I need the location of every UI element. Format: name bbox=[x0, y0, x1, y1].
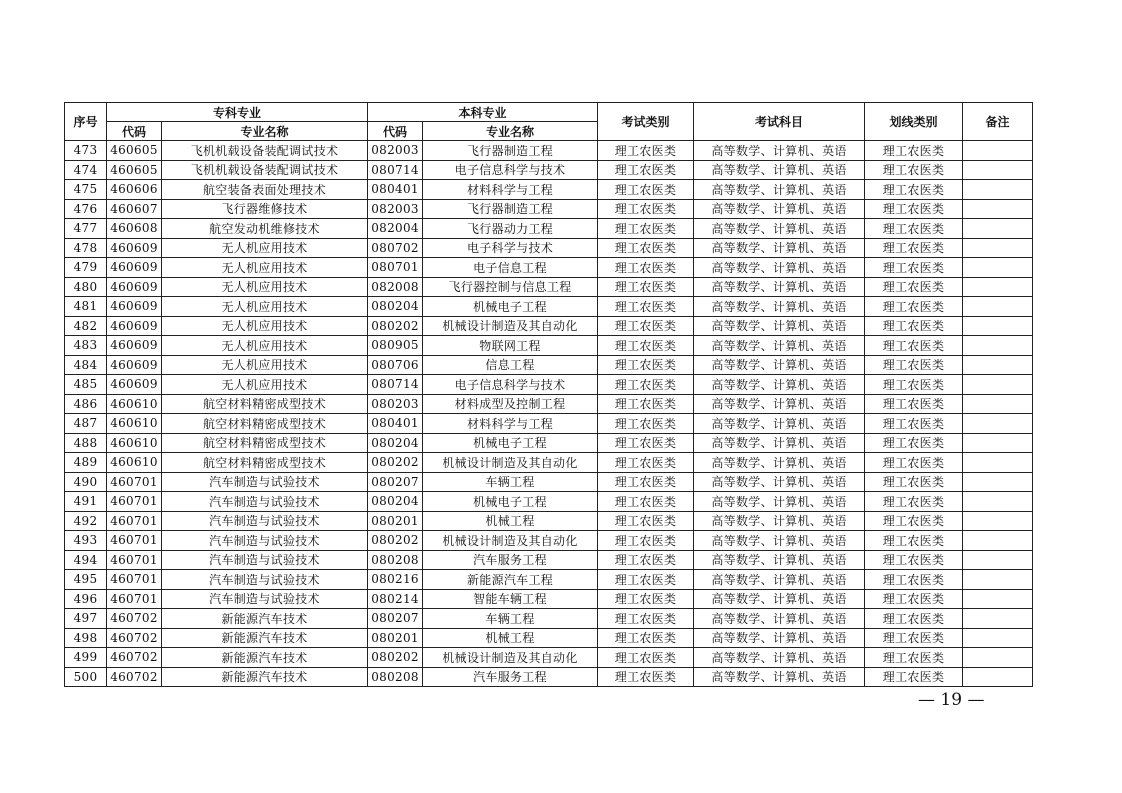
cell-benke-code: 080905 bbox=[368, 336, 423, 356]
cell-zhuanke-name: 汽车制造与试验技术 bbox=[162, 570, 368, 590]
cell-zhuanke-code: 460608 bbox=[107, 219, 162, 239]
cell-benke-code: 080702 bbox=[368, 238, 423, 258]
table-row bbox=[65, 316, 1033, 336]
cell-benke-name: 智能车辆工程 bbox=[423, 589, 598, 609]
table-header bbox=[65, 103, 1033, 141]
cell-exam-category: 理工农医类 bbox=[598, 277, 694, 297]
cell-zhuanke-code: 460701 bbox=[107, 589, 162, 609]
cell-exam-subjects: 高等数学、计算机、英语 bbox=[694, 238, 865, 258]
cell-exam-subjects: 高等数学、计算机、英语 bbox=[694, 141, 865, 161]
cell-cutoff-category: 理工农医类 bbox=[865, 609, 963, 629]
table-row bbox=[65, 453, 1033, 473]
cell-zhuanke-code: 460609 bbox=[107, 258, 162, 278]
cell-seq: 484 bbox=[65, 355, 107, 375]
header-remarks: 备注 bbox=[963, 103, 1033, 141]
cell-remark bbox=[963, 628, 1033, 648]
cell-cutoff-category: 理工农医类 bbox=[865, 531, 963, 551]
cell-benke-name: 机械工程 bbox=[423, 628, 598, 648]
cell-exam-subjects: 高等数学、计算机、英语 bbox=[694, 433, 865, 453]
cell-zhuanke-name: 新能源汽车技术 bbox=[162, 628, 368, 648]
cell-zhuanke-code: 460610 bbox=[107, 433, 162, 453]
cell-zhuanke-code: 460701 bbox=[107, 492, 162, 512]
header-exam-category: 考试类别 bbox=[598, 103, 694, 141]
cell-benke-code: 080401 bbox=[368, 180, 423, 200]
cell-zhuanke-code: 460609 bbox=[107, 297, 162, 317]
table-row bbox=[65, 355, 1033, 375]
cell-exam-category: 理工农医类 bbox=[598, 648, 694, 668]
cell-remark bbox=[963, 433, 1033, 453]
cell-exam-subjects: 高等数学、计算机、英语 bbox=[694, 589, 865, 609]
table-row bbox=[65, 667, 1033, 687]
cell-cutoff-category: 理工农医类 bbox=[865, 628, 963, 648]
cell-seq: 473 bbox=[65, 141, 107, 161]
cell-exam-category: 理工农医类 bbox=[598, 433, 694, 453]
cell-zhuanke-name: 飞机机载设备装配调试技术 bbox=[162, 160, 368, 180]
cell-exam-subjects: 高等数学、计算机、英语 bbox=[694, 336, 865, 356]
cell-remark bbox=[963, 453, 1033, 473]
table-body bbox=[65, 141, 1033, 687]
cell-seq: 499 bbox=[65, 648, 107, 668]
cell-cutoff-category: 理工农医类 bbox=[865, 180, 963, 200]
table-row bbox=[65, 511, 1033, 531]
cell-exam-category: 理工农医类 bbox=[598, 375, 694, 395]
cell-exam-subjects: 高等数学、计算机、英语 bbox=[694, 453, 865, 473]
cell-seq: 495 bbox=[65, 570, 107, 590]
cell-zhuanke-code: 460701 bbox=[107, 531, 162, 551]
cell-zhuanke-name: 航空装备表面处理技术 bbox=[162, 180, 368, 200]
cell-exam-category: 理工农医类 bbox=[598, 180, 694, 200]
cell-remark bbox=[963, 375, 1033, 395]
cell-exam-subjects: 高等数学、计算机、英语 bbox=[694, 316, 865, 336]
cell-exam-category: 理工农医类 bbox=[598, 160, 694, 180]
cell-exam-subjects: 高等数学、计算机、英语 bbox=[694, 394, 865, 414]
cell-benke-name: 汽车服务工程 bbox=[423, 667, 598, 687]
cell-exam-category: 理工农医类 bbox=[598, 550, 694, 570]
cell-benke-code: 080701 bbox=[368, 258, 423, 278]
table-row bbox=[65, 277, 1033, 297]
cell-benke-code: 080207 bbox=[368, 472, 423, 492]
cell-benke-name: 飞行器动力工程 bbox=[423, 219, 598, 239]
cell-cutoff-category: 理工农医类 bbox=[865, 277, 963, 297]
cell-zhuanke-code: 460610 bbox=[107, 453, 162, 473]
cell-exam-subjects: 高等数学、计算机、英语 bbox=[694, 472, 865, 492]
cell-exam-category: 理工农医类 bbox=[598, 238, 694, 258]
cell-seq: 492 bbox=[65, 511, 107, 531]
cell-zhuanke-code: 460605 bbox=[107, 160, 162, 180]
cell-remark bbox=[963, 238, 1033, 258]
table-row bbox=[65, 414, 1033, 434]
cell-zhuanke-code: 460702 bbox=[107, 628, 162, 648]
cell-benke-name: 汽车服务工程 bbox=[423, 550, 598, 570]
cell-zhuanke-name: 新能源汽车技术 bbox=[162, 609, 368, 629]
cell-benke-name: 飞行器控制与信息工程 bbox=[423, 277, 598, 297]
cell-zhuanke-name: 无人机应用技术 bbox=[162, 297, 368, 317]
cell-exam-category: 理工农医类 bbox=[598, 667, 694, 687]
cell-zhuanke-name: 无人机应用技术 bbox=[162, 336, 368, 356]
cell-exam-category: 理工农医类 bbox=[598, 141, 694, 161]
cell-remark bbox=[963, 492, 1033, 512]
cell-zhuanke-name: 汽车制造与试验技术 bbox=[162, 589, 368, 609]
cell-exam-subjects: 高等数学、计算机、英语 bbox=[694, 375, 865, 395]
cell-remark bbox=[963, 199, 1033, 219]
cell-remark bbox=[963, 570, 1033, 590]
cell-benke-name: 材料科学与工程 bbox=[423, 414, 598, 434]
cell-benke-code: 080214 bbox=[368, 589, 423, 609]
cell-zhuanke-name: 航空材料精密成型技术 bbox=[162, 394, 368, 414]
cell-remark bbox=[963, 336, 1033, 356]
major-mapping-table bbox=[64, 102, 1033, 687]
cell-benke-code: 080208 bbox=[368, 550, 423, 570]
cell-cutoff-category: 理工农医类 bbox=[865, 472, 963, 492]
cell-benke-code: 080401 bbox=[368, 414, 423, 434]
cell-zhuanke-name: 无人机应用技术 bbox=[162, 355, 368, 375]
cell-exam-subjects: 高等数学、计算机、英语 bbox=[694, 511, 865, 531]
table-row bbox=[65, 433, 1033, 453]
cell-benke-name: 机械工程 bbox=[423, 511, 598, 531]
cell-seq: 483 bbox=[65, 336, 107, 356]
cell-seq: 482 bbox=[65, 316, 107, 336]
cell-remark bbox=[963, 511, 1033, 531]
cell-zhuanke-name: 新能源汽车技术 bbox=[162, 648, 368, 668]
cell-benke-name: 机械设计制造及其自动化 bbox=[423, 531, 598, 551]
cell-zhuanke-code: 460609 bbox=[107, 375, 162, 395]
cell-cutoff-category: 理工农医类 bbox=[865, 453, 963, 473]
header-zhuanke-group: 专科专业 bbox=[107, 103, 368, 122]
cell-exam-subjects: 高等数学、计算机、英语 bbox=[694, 258, 865, 278]
cell-zhuanke-name: 汽车制造与试验技术 bbox=[162, 492, 368, 512]
cell-benke-name: 电子科学与技术 bbox=[423, 238, 598, 258]
cell-benke-code: 080202 bbox=[368, 531, 423, 551]
cell-exam-subjects: 高等数学、计算机、英语 bbox=[694, 667, 865, 687]
cell-zhuanke-code: 460701 bbox=[107, 511, 162, 531]
cell-benke-name: 机械设计制造及其自动化 bbox=[423, 316, 598, 336]
cell-benke-code: 080208 bbox=[368, 667, 423, 687]
cell-exam-category: 理工农医类 bbox=[598, 355, 694, 375]
cell-benke-code: 080204 bbox=[368, 297, 423, 317]
cell-benke-name: 机械电子工程 bbox=[423, 492, 598, 512]
cell-seq: 498 bbox=[65, 628, 107, 648]
cell-seq: 500 bbox=[65, 667, 107, 687]
cell-benke-code: 080202 bbox=[368, 316, 423, 336]
cell-seq: 494 bbox=[65, 550, 107, 570]
cell-zhuanke-code: 460702 bbox=[107, 648, 162, 668]
cell-cutoff-category: 理工农医类 bbox=[865, 238, 963, 258]
cell-remark bbox=[963, 667, 1033, 687]
cell-zhuanke-code: 460610 bbox=[107, 394, 162, 414]
cell-seq: 480 bbox=[65, 277, 107, 297]
cell-zhuanke-name: 无人机应用技术 bbox=[162, 375, 368, 395]
cell-zhuanke-code: 460609 bbox=[107, 238, 162, 258]
cell-benke-code: 080207 bbox=[368, 609, 423, 629]
cell-exam-category: 理工农医类 bbox=[598, 628, 694, 648]
table-row bbox=[65, 550, 1033, 570]
cell-seq: 485 bbox=[65, 375, 107, 395]
cell-zhuanke-code: 460607 bbox=[107, 199, 162, 219]
cell-exam-category: 理工农医类 bbox=[598, 453, 694, 473]
cell-remark bbox=[963, 160, 1033, 180]
cell-exam-category: 理工农医类 bbox=[598, 258, 694, 278]
cell-benke-name: 机械电子工程 bbox=[423, 297, 598, 317]
cell-cutoff-category: 理工农医类 bbox=[865, 336, 963, 356]
table-row bbox=[65, 531, 1033, 551]
header-exam-subjects: 考试科目 bbox=[694, 103, 865, 141]
cell-seq: 487 bbox=[65, 414, 107, 434]
cell-seq: 493 bbox=[65, 531, 107, 551]
table-row bbox=[65, 297, 1033, 317]
cell-zhuanke-code: 460701 bbox=[107, 550, 162, 570]
table-row bbox=[65, 472, 1033, 492]
cell-remark bbox=[963, 589, 1033, 609]
cell-remark bbox=[963, 472, 1033, 492]
cell-remark bbox=[963, 355, 1033, 375]
cell-zhuanke-code: 460609 bbox=[107, 355, 162, 375]
cell-zhuanke-name: 新能源汽车技术 bbox=[162, 667, 368, 687]
cell-exam-category: 理工农医类 bbox=[598, 589, 694, 609]
cell-zhuanke-name: 航空发动机维修技术 bbox=[162, 219, 368, 239]
cell-zhuanke-name: 飞行器维修技术 bbox=[162, 199, 368, 219]
page-number: — 19 — bbox=[918, 690, 985, 710]
cell-remark bbox=[963, 550, 1033, 570]
cell-remark bbox=[963, 316, 1033, 336]
cell-remark bbox=[963, 277, 1033, 297]
header-benke-code: 代码 bbox=[368, 122, 423, 141]
cell-benke-code: 080706 bbox=[368, 355, 423, 375]
cell-benke-name: 材料科学与工程 bbox=[423, 180, 598, 200]
cell-cutoff-category: 理工农医类 bbox=[865, 355, 963, 375]
cell-benke-code: 080204 bbox=[368, 492, 423, 512]
cell-zhuanke-code: 460701 bbox=[107, 570, 162, 590]
cell-exam-subjects: 高等数学、计算机、英语 bbox=[694, 277, 865, 297]
header-zhuanke-name: 专业名称 bbox=[162, 122, 368, 141]
cell-benke-name: 车辆工程 bbox=[423, 609, 598, 629]
cell-cutoff-category: 理工农医类 bbox=[865, 199, 963, 219]
table-row bbox=[65, 628, 1033, 648]
cell-benke-name: 新能源汽车工程 bbox=[423, 570, 598, 590]
cell-exam-subjects: 高等数学、计算机、英语 bbox=[694, 648, 865, 668]
cell-zhuanke-code: 460609 bbox=[107, 336, 162, 356]
cell-exam-subjects: 高等数学、计算机、英语 bbox=[694, 570, 865, 590]
cell-benke-code: 082003 bbox=[368, 141, 423, 161]
cell-zhuanke-code: 460702 bbox=[107, 609, 162, 629]
cell-exam-subjects: 高等数学、计算机、英语 bbox=[694, 199, 865, 219]
cell-cutoff-category: 理工农医类 bbox=[865, 570, 963, 590]
header-cutoff-category: 划线类别 bbox=[865, 103, 963, 141]
cell-remark bbox=[963, 648, 1033, 668]
cell-seq: 491 bbox=[65, 492, 107, 512]
cell-remark bbox=[963, 609, 1033, 629]
cell-cutoff-category: 理工农医类 bbox=[865, 550, 963, 570]
cell-benke-code: 080201 bbox=[368, 628, 423, 648]
cell-benke-name: 飞行器制造工程 bbox=[423, 199, 598, 219]
cell-benke-name: 电子信息科学与技术 bbox=[423, 160, 598, 180]
cell-benke-code: 080714 bbox=[368, 375, 423, 395]
cell-benke-code: 082003 bbox=[368, 199, 423, 219]
cell-zhuanke-name: 航空材料精密成型技术 bbox=[162, 433, 368, 453]
cell-seq: 490 bbox=[65, 472, 107, 492]
cell-exam-subjects: 高等数学、计算机、英语 bbox=[694, 414, 865, 434]
cell-cutoff-category: 理工农医类 bbox=[865, 375, 963, 395]
cell-zhuanke-code: 460702 bbox=[107, 667, 162, 687]
cell-exam-category: 理工农医类 bbox=[598, 472, 694, 492]
cell-benke-name: 飞行器制造工程 bbox=[423, 141, 598, 161]
cell-zhuanke-name: 汽车制造与试验技术 bbox=[162, 531, 368, 551]
cell-zhuanke-name: 航空材料精密成型技术 bbox=[162, 453, 368, 473]
cell-exam-subjects: 高等数学、计算机、英语 bbox=[694, 492, 865, 512]
cell-seq: 497 bbox=[65, 609, 107, 629]
cell-zhuanke-name: 汽车制造与试验技术 bbox=[162, 472, 368, 492]
cell-exam-category: 理工农医类 bbox=[598, 531, 694, 551]
cell-benke-name: 物联网工程 bbox=[423, 336, 598, 356]
cell-exam-category: 理工农医类 bbox=[598, 219, 694, 239]
cell-cutoff-category: 理工农医类 bbox=[865, 492, 963, 512]
cell-zhuanke-code: 460610 bbox=[107, 414, 162, 434]
cell-zhuanke-code: 460609 bbox=[107, 277, 162, 297]
cell-seq: 477 bbox=[65, 219, 107, 239]
cell-zhuanke-name: 无人机应用技术 bbox=[162, 316, 368, 336]
cell-exam-category: 理工农医类 bbox=[598, 414, 694, 434]
cell-benke-code: 080201 bbox=[368, 511, 423, 531]
cell-seq: 481 bbox=[65, 297, 107, 317]
cell-remark bbox=[963, 531, 1033, 551]
cell-benke-name: 车辆工程 bbox=[423, 472, 598, 492]
cell-zhuanke-name: 无人机应用技术 bbox=[162, 277, 368, 297]
cell-exam-category: 理工农医类 bbox=[598, 511, 694, 531]
cell-cutoff-category: 理工农医类 bbox=[865, 141, 963, 161]
cell-seq: 475 bbox=[65, 180, 107, 200]
cell-seq: 479 bbox=[65, 258, 107, 278]
cell-exam-category: 理工农医类 bbox=[598, 297, 694, 317]
cell-cutoff-category: 理工农医类 bbox=[865, 219, 963, 239]
cell-cutoff-category: 理工农医类 bbox=[865, 648, 963, 668]
cell-remark bbox=[963, 219, 1033, 239]
cell-zhuanke-name: 无人机应用技术 bbox=[162, 238, 368, 258]
cell-seq: 496 bbox=[65, 589, 107, 609]
cell-remark bbox=[963, 258, 1033, 278]
cell-benke-name: 机械设计制造及其自动化 bbox=[423, 648, 598, 668]
cell-benke-name: 电子信息工程 bbox=[423, 258, 598, 278]
cell-cutoff-category: 理工农医类 bbox=[865, 589, 963, 609]
cell-exam-category: 理工农医类 bbox=[598, 199, 694, 219]
cell-seq: 478 bbox=[65, 238, 107, 258]
cell-seq: 486 bbox=[65, 394, 107, 414]
cell-exam-category: 理工农医类 bbox=[598, 492, 694, 512]
table-row bbox=[65, 141, 1033, 161]
table-row bbox=[65, 609, 1033, 629]
table-row bbox=[65, 648, 1033, 668]
cell-exam-subjects: 高等数学、计算机、英语 bbox=[694, 531, 865, 551]
cell-benke-code: 080202 bbox=[368, 453, 423, 473]
cell-zhuanke-name: 无人机应用技术 bbox=[162, 258, 368, 278]
header-seq: 序号 bbox=[65, 103, 107, 141]
cell-seq: 476 bbox=[65, 199, 107, 219]
cell-exam-category: 理工农医类 bbox=[598, 394, 694, 414]
table-row bbox=[65, 199, 1033, 219]
cell-zhuanke-name: 飞机机载设备装配调试技术 bbox=[162, 141, 368, 161]
cell-benke-code: 082008 bbox=[368, 277, 423, 297]
table-row bbox=[65, 238, 1033, 258]
cell-zhuanke-code: 460605 bbox=[107, 141, 162, 161]
cell-cutoff-category: 理工农医类 bbox=[865, 316, 963, 336]
cell-cutoff-category: 理工农医类 bbox=[865, 511, 963, 531]
table-row bbox=[65, 160, 1033, 180]
table-row bbox=[65, 570, 1033, 590]
cell-remark bbox=[963, 141, 1033, 161]
cell-exam-subjects: 高等数学、计算机、英语 bbox=[694, 355, 865, 375]
cell-cutoff-category: 理工农医类 bbox=[865, 297, 963, 317]
cell-seq: 474 bbox=[65, 160, 107, 180]
table-row bbox=[65, 589, 1033, 609]
cell-exam-subjects: 高等数学、计算机、英语 bbox=[694, 609, 865, 629]
cell-benke-code: 080202 bbox=[368, 648, 423, 668]
cell-benke-name: 信息工程 bbox=[423, 355, 598, 375]
table-row bbox=[65, 219, 1033, 239]
cell-remark bbox=[963, 414, 1033, 434]
cell-zhuanke-name: 汽车制造与试验技术 bbox=[162, 550, 368, 570]
cell-exam-subjects: 高等数学、计算机、英语 bbox=[694, 297, 865, 317]
header-zhuanke-code: 代码 bbox=[107, 122, 162, 141]
cell-benke-name: 机械设计制造及其自动化 bbox=[423, 453, 598, 473]
cell-seq: 489 bbox=[65, 453, 107, 473]
cell-benke-name: 机械电子工程 bbox=[423, 433, 598, 453]
cell-zhuanke-name: 汽车制造与试验技术 bbox=[162, 511, 368, 531]
cell-zhuanke-name: 航空材料精密成型技术 bbox=[162, 414, 368, 434]
cell-remark bbox=[963, 180, 1033, 200]
cell-cutoff-category: 理工农医类 bbox=[865, 433, 963, 453]
table-row bbox=[65, 492, 1033, 512]
cell-benke-code: 080203 bbox=[368, 394, 423, 414]
cell-zhuanke-code: 460606 bbox=[107, 180, 162, 200]
cell-exam-subjects: 高等数学、计算机、英语 bbox=[694, 180, 865, 200]
cell-benke-code: 080216 bbox=[368, 570, 423, 590]
cell-cutoff-category: 理工农医类 bbox=[865, 258, 963, 278]
table-row bbox=[65, 336, 1033, 356]
header-benke-group: 本科专业 bbox=[368, 103, 598, 122]
cell-exam-category: 理工农医类 bbox=[598, 336, 694, 356]
cell-exam-subjects: 高等数学、计算机、英语 bbox=[694, 550, 865, 570]
cell-exam-category: 理工农医类 bbox=[598, 570, 694, 590]
table-row bbox=[65, 375, 1033, 395]
cell-exam-category: 理工农医类 bbox=[598, 316, 694, 336]
cell-cutoff-category: 理工农医类 bbox=[865, 160, 963, 180]
table-row bbox=[65, 180, 1033, 200]
table-row bbox=[65, 394, 1033, 414]
header-benke-name: 专业名称 bbox=[423, 122, 598, 141]
table-row bbox=[65, 258, 1033, 278]
cell-exam-subjects: 高等数学、计算机、英语 bbox=[694, 628, 865, 648]
cell-benke-name: 材料成型及控制工程 bbox=[423, 394, 598, 414]
cell-exam-subjects: 高等数学、计算机、英语 bbox=[694, 160, 865, 180]
cell-zhuanke-code: 460701 bbox=[107, 472, 162, 492]
cell-benke-code: 080714 bbox=[368, 160, 423, 180]
cell-remark bbox=[963, 297, 1033, 317]
cell-zhuanke-code: 460609 bbox=[107, 316, 162, 336]
cell-cutoff-category: 理工农医类 bbox=[865, 667, 963, 687]
cell-benke-code: 082004 bbox=[368, 219, 423, 239]
cell-remark bbox=[963, 394, 1033, 414]
cell-exam-category: 理工农医类 bbox=[598, 609, 694, 629]
cell-seq: 488 bbox=[65, 433, 107, 453]
cell-benke-name: 电子信息科学与技术 bbox=[423, 375, 598, 395]
cell-benke-code: 080204 bbox=[368, 433, 423, 453]
cell-exam-subjects: 高等数学、计算机、英语 bbox=[694, 219, 865, 239]
cell-cutoff-category: 理工农医类 bbox=[865, 414, 963, 434]
cell-cutoff-category: 理工农医类 bbox=[865, 394, 963, 414]
